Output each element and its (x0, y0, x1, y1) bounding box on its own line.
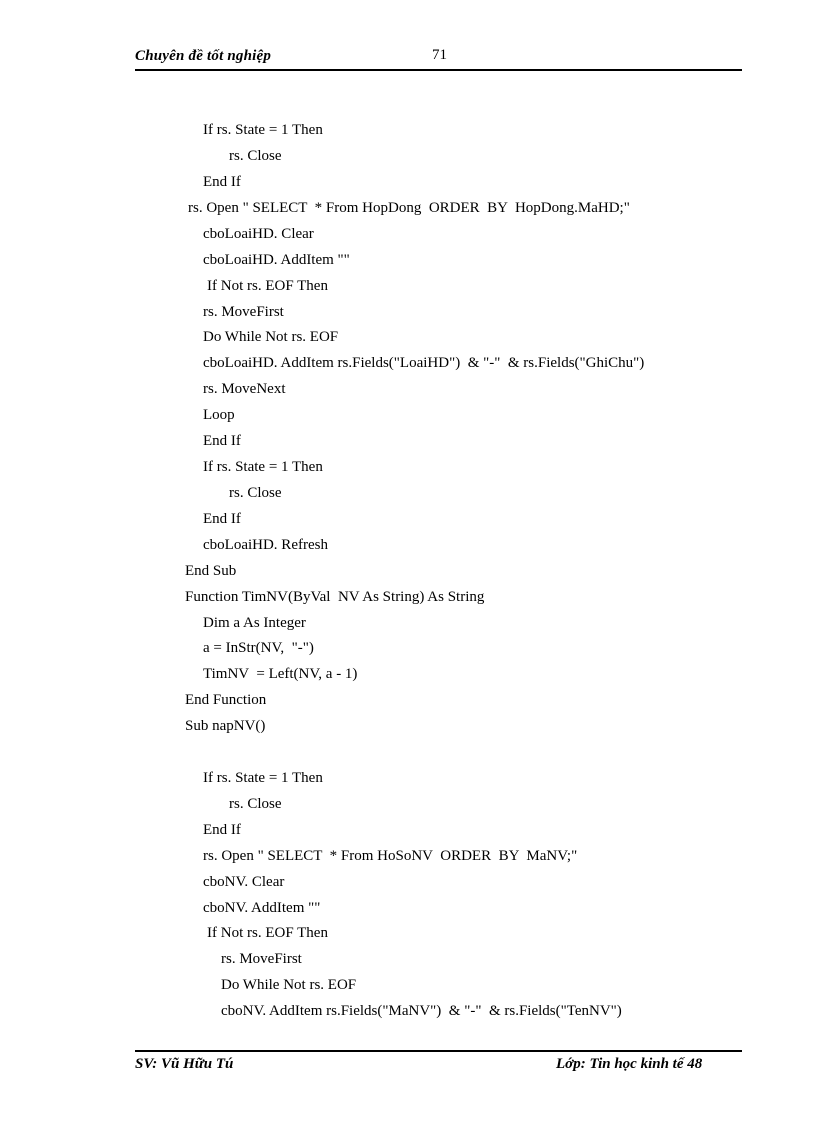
code-line: End Sub (185, 563, 237, 579)
code-line: If Not rs. EOF Then (207, 925, 328, 941)
code-line: End If (203, 822, 241, 838)
code-line: Function TimNV(ByVal NV As String) As String (185, 589, 485, 605)
code-line: rs. MoveNext (203, 381, 286, 397)
code-line: Do While Not rs. EOF (203, 329, 339, 345)
class-name: Lớp: Tin học kinh tế 48 (556, 1056, 703, 1072)
code-line: Sub napNV() (185, 718, 266, 734)
code-line: End If (203, 511, 241, 527)
code-line: cboNV. Clear (203, 874, 285, 890)
page-number: 71 (432, 47, 447, 63)
code-line: a = InStr(NV, "-") (203, 640, 314, 656)
code-line: End If (203, 433, 241, 449)
code-line: End If (203, 174, 241, 190)
code-line: cboLoaiHD. Clear (203, 226, 314, 242)
code-line: rs. Close (229, 796, 282, 812)
code-line: rs. Close (229, 485, 282, 501)
code-line: cboNV. AddItem "" (203, 900, 321, 916)
code-line: TimNV = Left(NV, a - 1) (203, 666, 358, 682)
code-line: Do While Not rs. EOF (221, 977, 357, 993)
code-line: If rs. State = 1 Then (203, 770, 323, 786)
student-name: SV: Vũ Hữu Tú (135, 1056, 234, 1072)
code-line: End Function (185, 692, 267, 708)
footer-rule (135, 1050, 742, 1052)
code-line: If rs. State = 1 Then (203, 122, 323, 138)
code-line: cboLoaiHD. AddItem rs.Fields("LoaiHD") & "-" & rs.Fields("GhiChu") (203, 355, 645, 371)
header-rule (135, 69, 742, 71)
code-line: If Not rs. EOF Then (207, 278, 328, 294)
code-line: rs. MoveFirst (203, 304, 284, 320)
code-line: Loop (203, 407, 235, 423)
code-line: Dim a As Integer (203, 615, 306, 631)
code-line: rs. Open " SELECT * From HopDong ORDER BY HopDong.MaHD;" (188, 200, 630, 216)
code-line: cboLoaiHD. Refresh (203, 537, 328, 553)
code-line: cboNV. AddItem rs.Fields("MaNV") & "-" & rs.Fields("TenNV") (221, 1003, 622, 1019)
code-line: rs. Close (229, 148, 282, 164)
code-line: rs. Open " SELECT * From HoSoNV ORDER BY MaNV;" (203, 848, 578, 864)
document-title: Chuyên đề tốt nghiệp (135, 48, 272, 64)
code-line: cboLoaiHD. AddItem "" (203, 252, 350, 268)
code-line: rs. MoveFirst (221, 951, 302, 967)
code-line: If rs. State = 1 Then (203, 459, 323, 475)
